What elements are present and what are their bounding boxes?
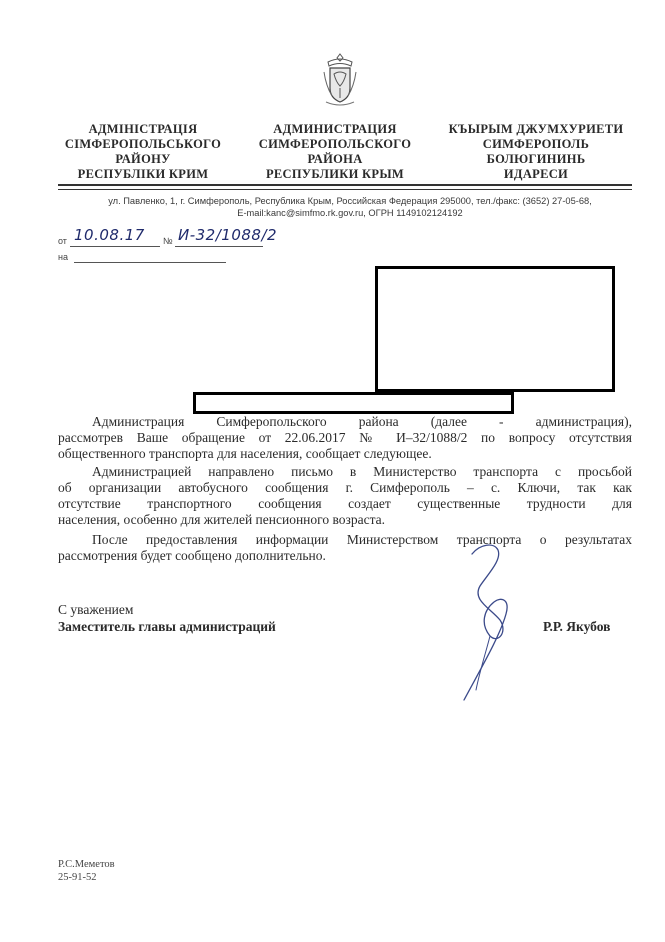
body-paragraph-1: [58, 414, 632, 462]
handwritten-number: И-32/1088/2: [178, 226, 278, 244]
header-crh-line: БОЛЮГИНИНЬ: [486, 152, 586, 166]
body-line: отсутствие транспортного сообщения создает существенные трудности для: [58, 496, 632, 511]
header-russian: [240, 122, 430, 182]
header-ru-line: АДМИНИСТРАЦИЯ: [273, 122, 397, 136]
header-divider-thin: [58, 189, 632, 190]
contact-details: [70, 195, 630, 219]
header-ua-line: АДМІНІСТРАЦІЯ: [88, 122, 198, 136]
header-ru-line: СИМФЕРОПОЛЬСКОГО: [258, 137, 412, 151]
signatory-name: Р.Р. Якубов: [543, 619, 611, 634]
executor-name: Р.С.Меметов: [58, 859, 115, 870]
body-line: рассмотрения будет сообщено дополнительно.: [58, 548, 326, 563]
header-crh-line: СИМФЕРОПОЛЬ: [482, 137, 590, 151]
body-line: После предоставления информации Министерством транспорта о результатах: [92, 532, 632, 547]
header-ua-line: РАЙОНУ: [115, 152, 171, 166]
header-crh-line: КЪЫРЫМ ДЖУМХУРИЕТИ: [448, 122, 624, 136]
handwritten-signature: [450, 540, 540, 710]
header-crimean-tatar: [436, 122, 636, 182]
handwritten-date: 10.08.17: [74, 226, 145, 244]
redacted-recipient-block: [375, 266, 615, 392]
header-ru-line: РЕСПУБЛИКИ КРЫМ: [265, 167, 405, 181]
body-line: об организации автобусного сообщения г. Симферополь – с. Ключи, так как: [58, 480, 632, 495]
incoming-underline: [74, 262, 226, 263]
date-underline: [70, 246, 160, 247]
executor-phone: 25-91-52: [58, 872, 97, 883]
body-line: общественного транспорта для населения, сообщает следующее.: [58, 446, 432, 461]
body-line: Администрация Симферопольского района (далее - администрация),: [92, 414, 632, 429]
number-label: №: [163, 236, 173, 246]
body-paragraph-2: [58, 464, 632, 528]
contact-email-ogrn: E-mail:kanc@simfmo.rk.gov.ru, ОГРН 1149102124192: [237, 208, 463, 218]
redacted-salutation-block: [193, 392, 514, 414]
header-crh-line: ИДАРЕСИ: [503, 167, 569, 181]
body-paragraph-3: [58, 532, 632, 564]
body-line: рассмотрев Ваше обращение от 22.06.2017 № И–32/1088/2 по вопросу отсутствия: [58, 430, 632, 445]
incoming-label: на: [58, 252, 68, 262]
header-divider-thick: [58, 184, 632, 186]
header-ru-line: РАЙОНА: [307, 152, 363, 166]
closing-phrase: С уважением: [58, 602, 134, 617]
body-line: Администрацией направлено письмо в Министерство транспорта с просьбой: [92, 464, 632, 479]
number-underline: [175, 246, 263, 247]
body-line: населения, особенно для жителей пенсионного возраста.: [58, 512, 386, 527]
date-label: от: [58, 236, 67, 246]
crimea-coat-of-arms-icon: [320, 52, 360, 108]
header-ua-line: СІМФЕРОПОЛЬСЬКОГО: [64, 137, 222, 151]
signatory-position: Заместитель главы администраций: [58, 619, 276, 634]
header-ukrainian: [48, 122, 238, 182]
header-ua-line: РЕСПУБЛІКИ КРИМ: [77, 167, 209, 181]
contact-address: ул. Павленко, 1, г. Симферополь, Республика Крым, Российская Федерация 295000, тел./факс: (3652) 27-05-68,: [108, 196, 592, 206]
